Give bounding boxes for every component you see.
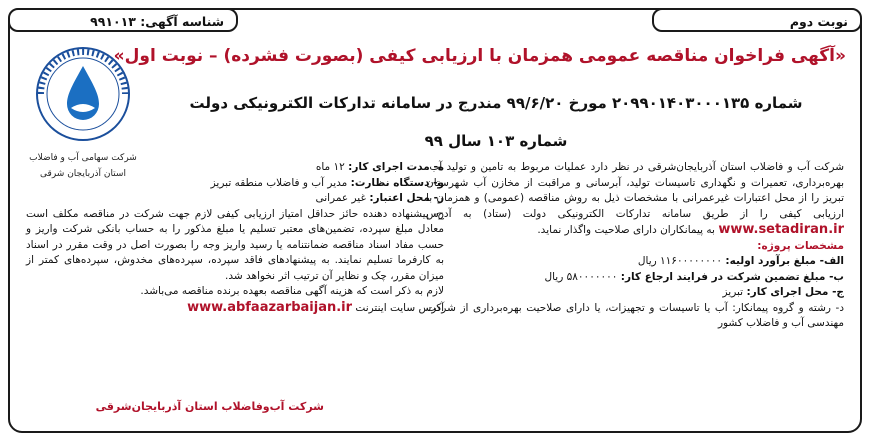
notice-number: شماره ۲۰۹۹۰۱۴۰۳۰۰۰۱۳۵ مورخ ۹۹/۶/۲۰ مندرج در سامانه تدارکات الکترونیکی دولت bbox=[189, 94, 803, 112]
company-site-link[interactable]: www.abfaazarbaijan.ir bbox=[187, 299, 353, 315]
specs-title: مشخصات پروژه: bbox=[757, 239, 844, 252]
item-h-text: ح- پیشنهاده دهنده حائز حداقل امتیاز ارزیابی کیفی لازم جهت شرکت در مناقصه مکلف است معادل مبلغ سپرده، تضمین‌های معتبر تسلیم یا مبلغ مذکور را به حساب بانکی شرکت واریز و حسب مفاد اسناد مناقصه ضمانتنامه یا رسید واریز وجه را بصورت اصل در وقت مقرر در اسناد به کارفرما تسلیم نمایند. به پیشنهادهای فاقد سپرده، سپرده‌های مخدوش، سپرده‌های کمتر از میزان مقرر، چک و نظایر آن ترتیب اثر نخواهد شد. bbox=[26, 207, 444, 282]
right-column bbox=[426, 160, 844, 332]
item-d-text: د- رشته و گروه پیمانکار: آب یا تاسیسات و تجهیزات، یا دارای صلاحیت بهره‌برداری از شرکت مهندسی آب و فاضلاب کشور bbox=[426, 301, 844, 329]
item-z-label: ز- محل اعتبار: bbox=[369, 192, 444, 204]
item-a-value: ۱۱۶۰۰۰۰۰۰۰۰ ریال bbox=[637, 255, 723, 267]
notice-round-label: نوبت دوم bbox=[652, 8, 862, 32]
intro-text: شرکت آب و فاضلاب استان آذربایجان‌شرقی در نظر دارد عملیات مربوط به تامین و تولید آب، بهره‌برداری، تعمیرات و نگهداری تاسیسات تولید، آبرسانی و مراقبت از مخازن آب شهرستان تبریز را از محل اعتبارات غیرعمرانی با مشخصات ذیل به روش مناقصه (عمومی) و همزمان با ارزیابی کیفی را از طریق سامانه تدارکات الکترونیکی دولت (ستاد) به آدرس bbox=[426, 161, 844, 220]
item-v-label: و- دستگاه نظارت: bbox=[350, 176, 444, 189]
notice-id-label: شناسه آگهی: ۹۹۱۰۱۳ bbox=[8, 8, 238, 32]
company-signature: شرکت آب‌وفاضلاب استان آذربایجان‌شرقی bbox=[95, 400, 324, 413]
notice-title: «آگهی فراخوان مناقصه عمومی همزمان با ارزیابی کیفی (بصورت فشرده) – نوبت اول» bbox=[113, 46, 846, 66]
item-v-value: مدیر آب و فاضلاب منطقه تبریز bbox=[210, 176, 348, 189]
item-e-label: ه- مدت اجرای کار: bbox=[348, 161, 444, 173]
item-c-label: ج- محل اجرای کار: bbox=[746, 286, 844, 298]
item-b-label: ب- مبلغ تضمین شرکت در فرایند ارجاع کار: bbox=[620, 270, 844, 283]
fee-note: لازم به ذکر است که هزینه آگهی مناقصه بعهده برنده مناقصه می‌باشد. bbox=[140, 285, 444, 297]
item-a-label: الف- مبلغ برآورد اولیه: bbox=[725, 255, 844, 267]
logo-caption-line1: شرکت سهامی آب و فاضلاب bbox=[29, 153, 137, 163]
site-label: آدرس سایت اینترنت bbox=[355, 301, 444, 314]
item-c-value: تبریز bbox=[722, 286, 744, 298]
left-column bbox=[26, 160, 444, 316]
item-z-value: غیر عمرانی bbox=[315, 192, 366, 204]
setad-link[interactable]: www.setadiran.ir bbox=[718, 222, 844, 237]
item-b-value: ۵۸۰۰۰۰۰۰۰ ریال bbox=[544, 270, 618, 283]
intro-end-text: به پیمانکاران دارای صلاحیت واگذار نماید. bbox=[537, 224, 715, 236]
item-e-value: ۱۲ ماه bbox=[315, 161, 345, 173]
logo-caption-line2: استان آذربایجان شرقی bbox=[40, 169, 126, 179]
notice-issue: شماره ۱۰۳ سال ۹۹ bbox=[424, 132, 568, 150]
notice-frame bbox=[8, 8, 862, 433]
